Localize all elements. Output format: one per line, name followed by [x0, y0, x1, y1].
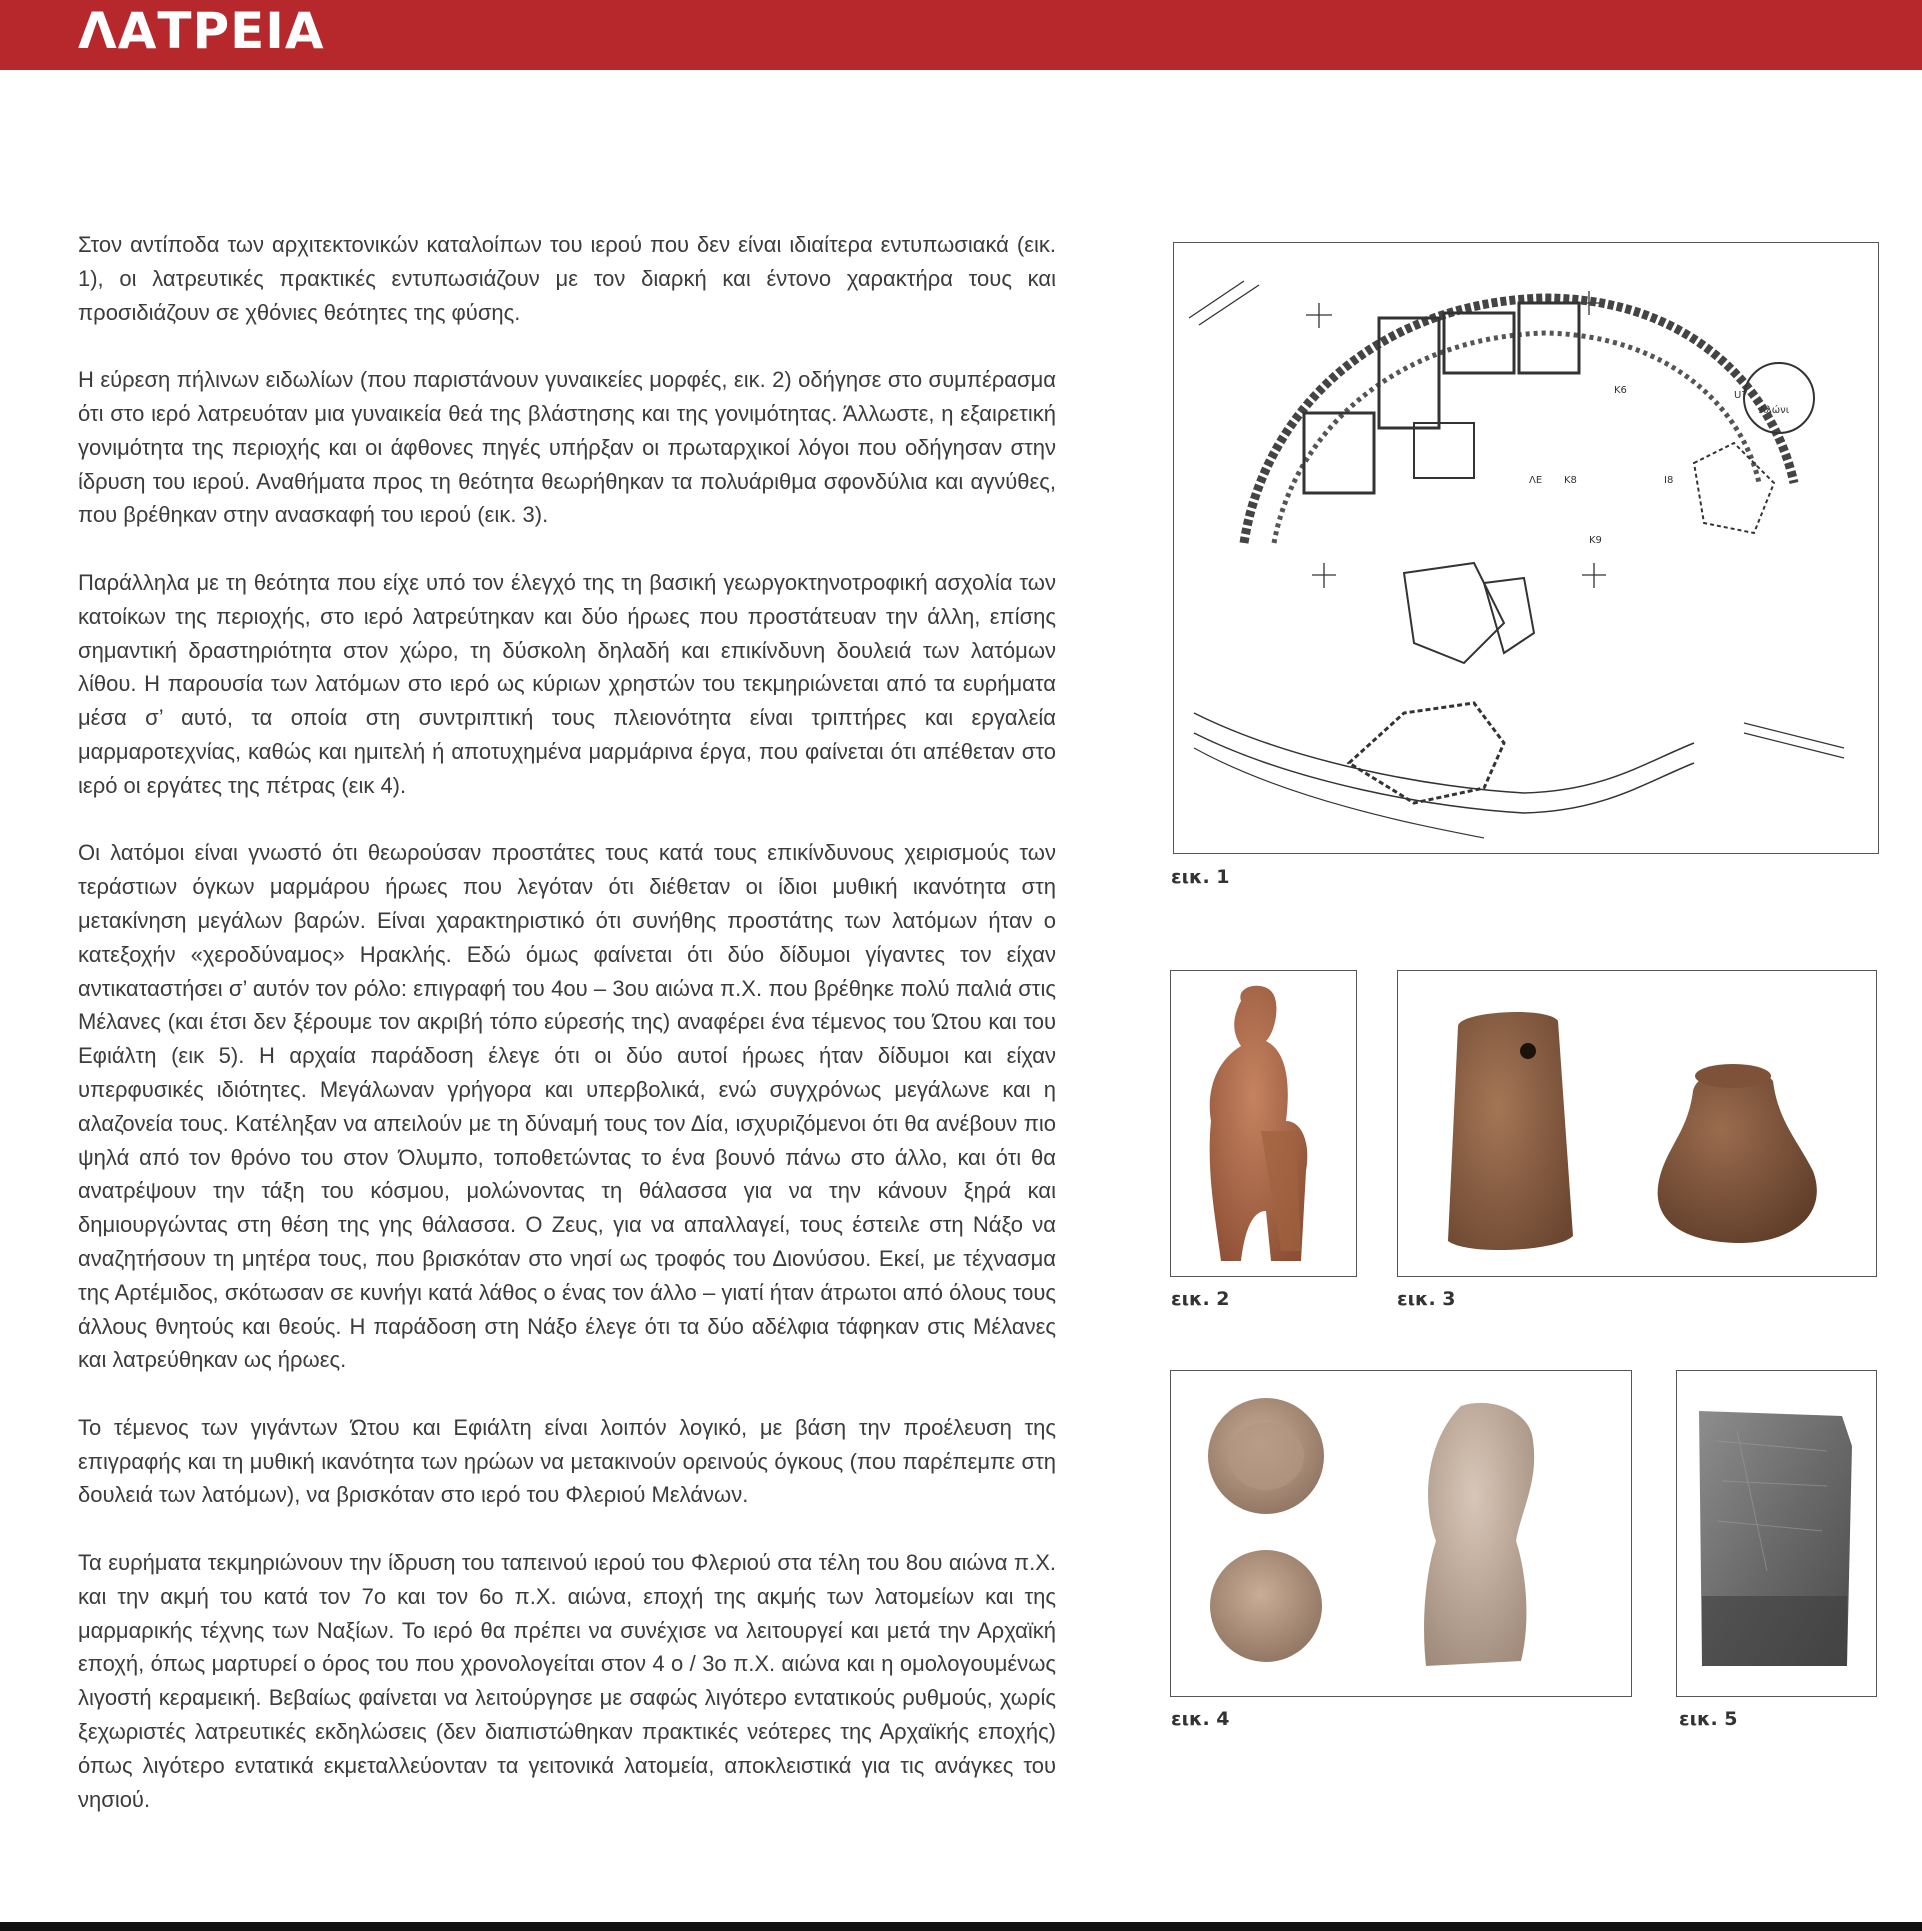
figure-4-caption: εικ. 4 [1171, 1708, 1230, 1730]
paragraph-4: Οι λατόμοι είναι γνωστό ότι θεωρούσαν προστάτες τους κατά τους επικίνδυνους χειρισμούς των τεράστιων όγκων μαρμάρου ήρωες που λεγόταν ότι διέθεταν οι ίδιοι μυθική ικανότητα στη μετακίνηση μεγάλων βαρών. Είναι χαρακτηριστικό ότι συνήθης προστάτης των λατόμων ήταν ο κατεξοχήν «χεροδύναμος» Ηρακλής. Εδώ όμως φαίνεται ότι δύο δίδυμοι γίγαντες τον είχαν αντικαταστήσει σ’ αυτόν τον ρόλο: επιγραφή του 4ου – 3ου αιώνα π.Χ. που βρέθηκε πολύ παλιά στις Μέλανες (και έτσι δεν ξέρουμε τον ακριβή τόπο εύρεσής της) αναφέρει ένα τέμενος του Ώτου και του Εφιάλτη (εικ 5). Η αρχαία παράδοση έλεγε ότι οι δύο αυτοί ήρωες ήταν δίδυμοι και είχαν υπερφυσικές ιδιότητες. Μεγάλωναν γρήγορα και υπερβολικά, ενώ συγχρόνως μεγάλωνε και η αλαζονεία τους. Κατέληξαν να απειλούν με τη δύναμή τους τον Δία, ισχυριζόμενοι ότι θα ανέβουν πιο ψηλά από τον θρόνο του στον Όλυμπο, τοποθετώντας το ένα βουνό πάνω στο άλλο, και ότι θα ανατρέψουν την τάξη του κόσμου, μολώνοντας τη θάλασσα για να την κάνουν ξηρά και δημιουργώντας στη θέση της γης θάλασσα. Ο Ζευς, για να απαλλαγεί, τους έστειλε στη Νάξο να αναζητήσουν τη μητέρα τους, που βρισκόταν στο νησί ως τροφός του Διονύσου. Εκεί, με τέχνασμα της Αρτέμιδος, σκότωσαν σε κυνήγι κατά λάθος ο ένας τον άλλο – γιατί ήταν άτρωτοι από όλους τους άλλους θνητούς και θεούς. Η παράδοση στη Νάξο έλεγε ότι τα δύο αδέλφια τάφηκαν στις Μέλανες και λατρεύθηκαν ως ήρωες. [78, 840, 1056, 1373]
figure-1-caption: εικ. 1 [1171, 866, 1230, 888]
plan-label-le: ΛΕ [1529, 475, 1543, 486]
paragraph-5: Το τέμενος των γιγάντων Ώτου και Εφιάλτη είναι λοιπόν λογικό, με βάση την προέλευση της επιγραφής και τη μυθική ικανότητα των ηρώων να μετακινούν ορεινούς όγκους (που παρέπεμπε στη δουλειά των λατόμων), να βρισκόταν στο ιερό του Φλεριού Μελάνων. [78, 1414, 1056, 1508]
header-bar [0, 0, 1922, 70]
paragraph-1: Στον αντίποδα των αρχιτεκτονικών καταλοίπων του ιερού που δεν είναι ιδιαίτερα εντυπωσιακά (εικ. 1), οι λατρευτικές πρακτικές εντυπωσιάζουν με τον διαρκή και έντονο χαρακτήρα τους και προσιδιάζουν σε χθόνιες θεότητες της φύσης. [78, 232, 1056, 325]
page-title: ΛΑΤΡΕΙΑ [78, 2, 325, 60]
paragraph-3: Παράλληλα με τη θεότητα που είχε υπό τον έλεγχό της τη βασική γεωργοκτηνοτροφική ασχολία των κατοίκων της περιοχής, στο ιερό λατρεύτηκαν και δύο ήρωες που προστάτευαν την άλλη, επίσης σημαντική δραστηριότητα στον χώρο, τη δύσκολη δηλαδή και επικίνδυνη δουλειά των λατόμων λίθου. Η παρουσία των λατόμων στο ιερό ως κύριων χρηστών του τεκμηριώνεται από τα ευρήματα μέσα σ’ αυτό, τα οποία στη συντριπτική τους πλειονότητα είναι τριπτήρες και εργαλεία μαρμαροτεχνίας, καθώς και ημιτελή ή αποτυχημένα μαρμάρινα έργα, που φαίνεται ότι απέθεταν στο ιερό οι εργάτες της πέτρας (εικ 4). [78, 569, 1056, 798]
paragraph-6: Τα ευρήματα τεκμηριώνουν την ίδρυση του ταπεινού ιερού του Φλεριού στα τέλη του 8ου αιώνα π.Χ. και την ακμή του κατά τον 7ο και τον 6ο π.Χ. αιώνα, εποχή της ακμής των λατομείων και της μαρμαρικής τέχνης των Ναξίων. Το ιερό θα πρέπει να συνέχισε να λειτουργεί και μετά την Αρχαϊκή εποχή, όπως μαρτυρεί ο όρος του που χρονολογείται στον 4 ο / 3ο π.Χ. αιώνα και η ομολογουμένως λιγοστή κεραμεική. Βεβαίως φαίνεται να λειτούργησε με σαφώς λιγότερο εντατικούς ρυθμούς, χωρίς ξεχωριστές λατρευτικές εκδηλώσεις (δεν διαπιστώθηκαν πρακτικές νεότερες της Αρχαϊκής εποχής) όπως λιγότερο εντατικά εκμεταλλεύονταν τα γειτονικά λατομεία, αποκλειστικά για τις ανάγκες του νησιού. [78, 1550, 1056, 1812]
figure-2-caption: εικ. 2 [1171, 1288, 1230, 1310]
figure-3-loom-weights [1397, 970, 1877, 1277]
figurine-image [1171, 971, 1355, 1275]
plan-label-k8: K8 [1564, 475, 1577, 486]
figure-2-figurine [1170, 970, 1357, 1277]
figure-3-caption: εικ. 3 [1397, 1288, 1456, 1310]
plan-label-k9: K9 [1589, 535, 1602, 546]
inscription-image [1677, 1371, 1875, 1695]
site-plan-drawing [1174, 243, 1877, 852]
plan-label-aloni: Αλώνι [1759, 405, 1790, 416]
figure-5-inscription [1676, 1370, 1877, 1697]
figure-4-tools [1170, 1370, 1632, 1697]
article-body [78, 228, 1056, 1850]
figure-5-caption: εικ. 5 [1679, 1708, 1738, 1730]
plan-label-i8: Ι8 [1664, 475, 1674, 486]
plan-label-u7: U7 [1734, 390, 1748, 401]
tools-image [1171, 1371, 1630, 1695]
bottom-border [0, 1922, 1922, 1931]
figure-1-site-plan [1173, 242, 1879, 854]
loom-weights-image [1398, 971, 1875, 1275]
plan-label-k6: K6 [1614, 385, 1627, 396]
paragraph-2: Η εύρεση πήλινων ειδωλίων (που παριστάνουν γυναικείες μορφές, εικ. 2) οδήγησε στο συμπέρασμα ότι στο ιερό λατρευόταν μια γυναικεία θεά της βλάστησης και της γονιμότητας. Άλλωστε, η εξαιρετική γονιμότητα της περιοχής και οι άφθονες πηγές υπήρξαν οι πρωταρχικοί λόγοι που οδήγησαν στην ίδρυση του ιερού. Αναθήματα προς τη θεότητα θεωρήθηκαν τα πολυάριθμα σφονδύλια και αγνύθες, που βρέθηκαν στην ανασκαφή του ιερού (εικ. 3). [78, 367, 1056, 528]
